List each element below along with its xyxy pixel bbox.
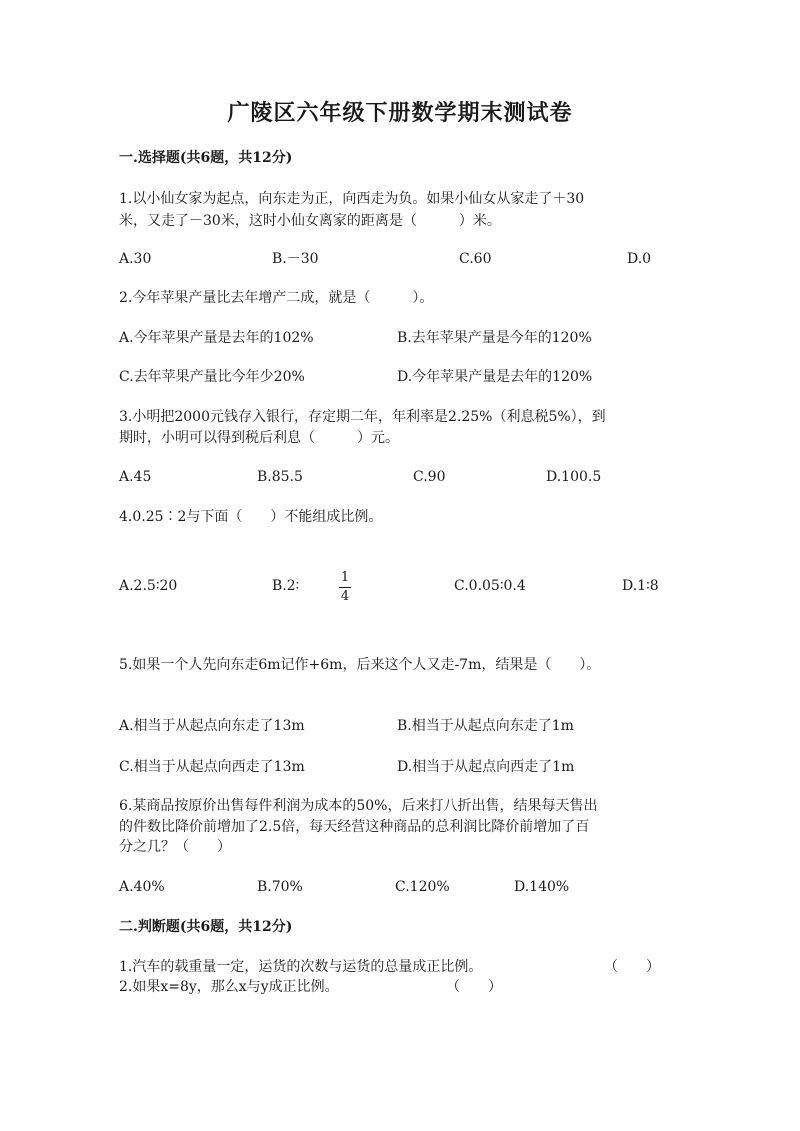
- question-1-option-a: A.30: [119, 251, 152, 267]
- fraction-denominator: 4: [340, 589, 350, 604]
- question-5-line-1: 5.如果一个人先向东走6m记作+6m，后来这个人又走-7m，结果是（ ）。: [119, 657, 601, 673]
- question-4-line-1: 4.0.25∶2与下面（ ）不能组成比例。: [119, 509, 383, 525]
- judgement-2-text: 2.如果x=8y，那么x与y成正比例。: [119, 979, 339, 995]
- section-heading-choice: 一.选择题(共6题，共12分): [119, 150, 293, 166]
- question-4-option-b-fraction: [337, 570, 353, 605]
- fraction-bar: [339, 587, 351, 588]
- question-2-option-d: D.今年苹果产量是去年的120%: [397, 369, 593, 385]
- fraction-numerator: 1: [340, 570, 350, 585]
- question-1-option-d: D.0: [627, 251, 652, 267]
- question-2-line-1: 2.今年苹果产量比去年增产二成，就是（ ）。: [119, 290, 434, 306]
- question-6-option-b: B.70%: [257, 879, 303, 895]
- question-3-line-1: 3.小明把2000元钱存入银行，存定期二年，年利率是2.25%（利息税5%），到: [119, 409, 606, 425]
- question-6-option-a: A.40%: [119, 879, 165, 895]
- section-heading-judgement: 二.判断题(共6题，共12分): [119, 919, 293, 935]
- question-4-option-b: B.2∶: [272, 578, 300, 594]
- question-5-option-d: D.相当于从起点向西走了1m: [397, 759, 575, 775]
- question-2-option-c: C.去年苹果产量比今年少20%: [119, 369, 305, 385]
- question-4-option-a: A.2.5∶20: [119, 578, 178, 594]
- question-3-line-2: 期时，小明可以得到税后利息（ ）元。: [119, 430, 399, 446]
- question-2-option-a: A.今年苹果产量是去年的102%: [119, 330, 314, 346]
- question-3-option-b: B.85.5: [257, 469, 303, 485]
- question-3-option-c: C.90: [413, 469, 446, 485]
- question-6-line-3: 分之几？（ ）: [119, 839, 231, 855]
- judgement-1-text: 1.汽车的载重量一定，运货的次数与运货的总量成正比例。: [119, 959, 483, 975]
- question-6-option-d: D.140%: [514, 879, 570, 895]
- page-title: 广陵区六年级下册数学期末测试卷: [227, 100, 573, 126]
- judgement-2-answer-blank: （ ）: [446, 979, 502, 995]
- question-6-line-1: 6.某商品按原价出售每件利润为成本的50%，后来打八折出售，结果每天售出: [119, 798, 598, 814]
- question-1-line-1: 1.以小仙女家为起点，向东走为正，向西走为负。如果小仙女从家走了＋30: [119, 191, 585, 207]
- question-2-option-b: B.去年苹果产量是今年的120%: [397, 330, 592, 346]
- question-4-option-c: C.0.05∶0.4: [454, 578, 526, 594]
- judgement-1-answer-blank: （ ）: [604, 959, 660, 975]
- question-5-option-b: B.相当于从起点向东走了1m: [397, 718, 574, 734]
- question-3-option-d: D.100.5: [546, 469, 602, 485]
- question-5-option-c: C.相当于从起点向西走了13m: [119, 759, 305, 775]
- question-6-line-2: 的件数比降价前增加了2.5倍，每天经营这种商品的总利润比降价前增加了百: [119, 819, 590, 835]
- question-1-option-b: B.－30: [272, 251, 319, 267]
- question-5-option-a: A.相当于从起点向东走了13m: [119, 718, 305, 734]
- question-6-option-c: C.120%: [395, 879, 450, 895]
- question-3-option-a: A.45: [119, 469, 152, 485]
- question-1-line-2: 米，又走了－30米，这时小仙女离家的距离是（ ）米。: [119, 213, 501, 229]
- question-1-option-c: C.60: [459, 251, 492, 267]
- question-4-option-d: D.1∶8: [622, 578, 659, 594]
